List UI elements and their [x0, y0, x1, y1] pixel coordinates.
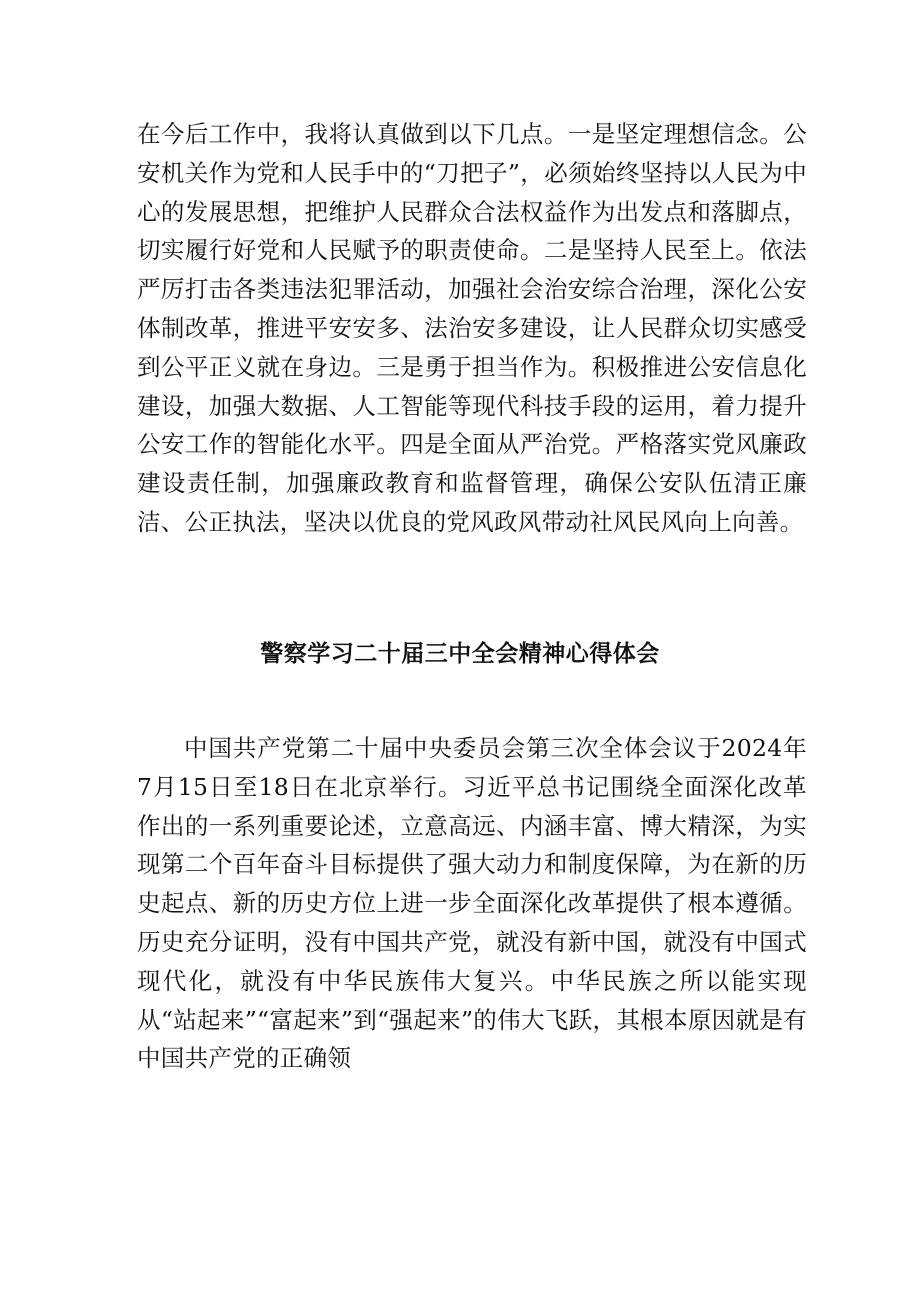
body-paragraph-work-plan: 在今后工作中，我将认真做到以下几点。一是坚定理想信念。公安机关作为党和人民手中的“刀把子”，必须始终坚持以人民为中心的发展思想，把维护人民群众合法权益作为出发点和落脚点，切实履行好党和人民赋予的职责使命。二是坚持人民至上。依法严厉打击各类违法犯罪活动，加强社会治安综合治理，深化公安体制改革，推进平安安多、法治安多建设，让人民群众切实感受到公平正义就在身边。三是勇于担当作为。积极推进公安信息化建设，加强大数据、人工智能等现代科技手段的运用，着力提升公安工作的智能化水平。四是全面从严治党。严格落实党风廉政建设责任制，加强廉政教育和监督管理，确保公安队伍清正廉洁、公正执法，坚决以优良的党风政风带动社风民风向上向善。 [137, 120, 807, 536]
body-paragraph-plenum: 中国共产党第二十届中央委员会第三次全体会议于2024年7月15日至18日在北京举行。习近平总书记围绕全面深化改革作出的一系列重要论述，立意高远、内涵丰富、博大精深，为实现第二个百年奋斗目标提供了强大动力和制度保障，为在新的历史起点、新的历史方位上进一步全面深化改革提供了根本遵循。历史充分证明，没有中国共产党，就没有新中国，就没有中国式现代化，就没有中华民族伟大复兴。中华民族之所以能实现从“站起来”“富起来”到“强起来”的伟大飞跃，其根本原因就是有中国共产党的正确领 [137, 734, 807, 1073]
section-heading: 警察学习二十届三中全会精神心得体会 [260, 641, 660, 667]
